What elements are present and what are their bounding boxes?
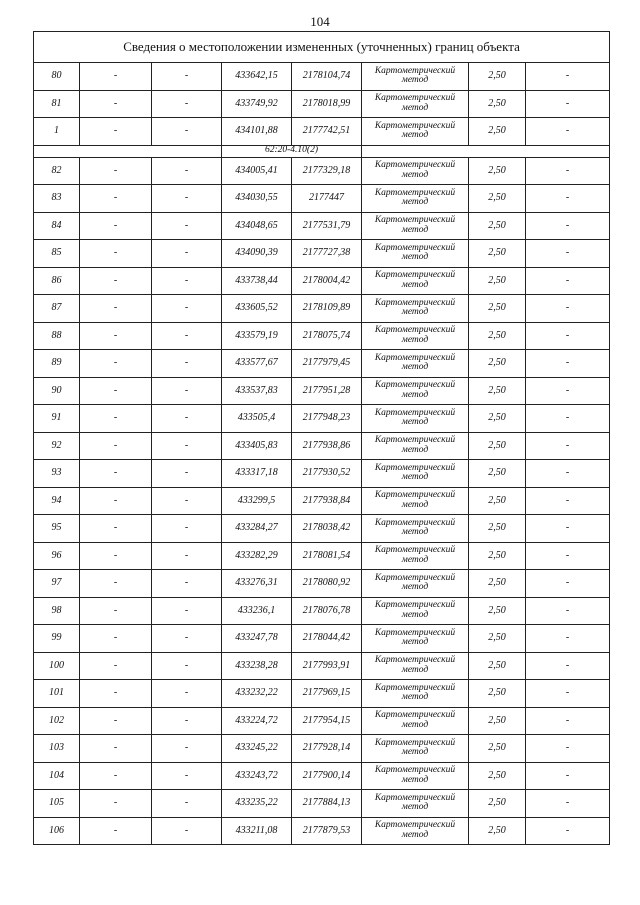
accuracy-cell: 2,50 [469, 652, 526, 680]
dash-cell: - [80, 212, 152, 240]
y-coordinate-cell: 2177329,18 [292, 157, 362, 185]
x-coordinate-cell: 434048,65 [222, 212, 292, 240]
dash-cell: - [152, 240, 222, 268]
table-row [34, 405, 610, 433]
dash-cell: - [80, 118, 152, 146]
table-row [34, 680, 610, 708]
note-cell: - [526, 680, 610, 708]
method-cell: Картометрический метод [362, 350, 469, 378]
accuracy-cell: 2,50 [469, 625, 526, 653]
table-row [34, 432, 610, 460]
dash-cell: - [80, 762, 152, 790]
x-coordinate-cell: 434030,55 [222, 185, 292, 213]
point-number-cell: 91 [34, 405, 80, 433]
table-row [34, 542, 610, 570]
dash-cell: - [152, 680, 222, 708]
table-row [34, 322, 610, 350]
y-coordinate-cell: 2177727,38 [292, 240, 362, 268]
dash-cell: - [80, 735, 152, 763]
table-row [34, 157, 610, 185]
x-coordinate-cell: 433749,92 [222, 90, 292, 118]
point-number-cell: 98 [34, 597, 80, 625]
section-empty-cell [34, 145, 222, 157]
method-cell: Картометрический метод [362, 240, 469, 268]
table-row [34, 240, 610, 268]
method-cell: Картометрический метод [362, 295, 469, 323]
dash-cell: - [80, 295, 152, 323]
table-row [34, 267, 610, 295]
dash-cell: - [152, 90, 222, 118]
point-number-cell: 89 [34, 350, 80, 378]
y-coordinate-cell: 2177531,79 [292, 212, 362, 240]
x-coordinate-cell: 433276,31 [222, 570, 292, 598]
dash-cell: - [80, 597, 152, 625]
accuracy-cell: 2,50 [469, 240, 526, 268]
dash-cell: - [152, 267, 222, 295]
x-coordinate-cell: 433605,52 [222, 295, 292, 323]
x-coordinate-cell: 433317,18 [222, 460, 292, 488]
accuracy-cell: 2,50 [469, 405, 526, 433]
table-row [34, 625, 610, 653]
table-row [34, 63, 610, 91]
dash-cell: - [80, 185, 152, 213]
method-cell: Картометрический метод [362, 267, 469, 295]
table-row [34, 817, 610, 845]
note-cell: - [526, 63, 610, 91]
method-cell: Картометрический метод [362, 597, 469, 625]
method-cell: Картометрический метод [362, 570, 469, 598]
dash-cell: - [152, 735, 222, 763]
dash-cell: - [80, 267, 152, 295]
x-coordinate-cell: 433738,44 [222, 267, 292, 295]
dash-cell: - [152, 597, 222, 625]
dash-cell: - [80, 790, 152, 818]
table-row [34, 597, 610, 625]
dash-cell: - [152, 350, 222, 378]
y-coordinate-cell: 2177969,15 [292, 680, 362, 708]
table-row [34, 350, 610, 378]
x-coordinate-cell: 433505,4 [222, 405, 292, 433]
method-cell: Картометрический метод [362, 735, 469, 763]
dash-cell: - [80, 487, 152, 515]
y-coordinate-cell: 2178018,99 [292, 90, 362, 118]
method-cell: Картометрический метод [362, 405, 469, 433]
dash-cell: - [152, 625, 222, 653]
table-row [34, 707, 610, 735]
accuracy-cell: 2,50 [469, 185, 526, 213]
y-coordinate-cell: 2178044,42 [292, 625, 362, 653]
section-empty-cell [362, 145, 610, 157]
section-label: 62:20-4.10(2) [222, 145, 362, 157]
point-number-cell: 84 [34, 212, 80, 240]
x-coordinate-cell: 433243,72 [222, 762, 292, 790]
y-coordinate-cell: 2177993,91 [292, 652, 362, 680]
x-coordinate-cell: 434005,41 [222, 157, 292, 185]
page-number: 104 [310, 14, 330, 29]
note-cell: - [526, 118, 610, 146]
y-coordinate-cell: 2178004,42 [292, 267, 362, 295]
table-row [34, 735, 610, 763]
dash-cell: - [152, 817, 222, 845]
accuracy-cell: 2,50 [469, 762, 526, 790]
x-coordinate-cell: 433224,72 [222, 707, 292, 735]
x-coordinate-cell: 433577,67 [222, 350, 292, 378]
table-row [34, 460, 610, 488]
method-cell: Картометрический метод [362, 817, 469, 845]
dash-cell: - [152, 322, 222, 350]
y-coordinate-cell: 2177979,45 [292, 350, 362, 378]
note-cell: - [526, 185, 610, 213]
accuracy-cell: 2,50 [469, 597, 526, 625]
accuracy-cell: 2,50 [469, 63, 526, 91]
x-coordinate-cell: 433579,19 [222, 322, 292, 350]
point-number-cell: 81 [34, 90, 80, 118]
y-coordinate-cell: 2177884,13 [292, 790, 362, 818]
y-coordinate-cell: 2177948,23 [292, 405, 362, 433]
table-row [34, 762, 610, 790]
table-row [34, 185, 610, 213]
y-coordinate-cell: 2177938,86 [292, 432, 362, 460]
accuracy-cell: 2,50 [469, 570, 526, 598]
note-cell: - [526, 817, 610, 845]
point-number-cell: 101 [34, 680, 80, 708]
method-cell: Картометрический метод [362, 90, 469, 118]
y-coordinate-cell: 2178080,92 [292, 570, 362, 598]
point-number-cell: 103 [34, 735, 80, 763]
point-number-cell: 80 [34, 63, 80, 91]
y-coordinate-cell: 2177879,53 [292, 817, 362, 845]
y-coordinate-cell: 2178075,74 [292, 322, 362, 350]
method-cell: Картометрический метод [362, 487, 469, 515]
point-number-cell: 96 [34, 542, 80, 570]
title-row [34, 32, 610, 63]
method-cell: Картометрический метод [362, 185, 469, 213]
y-coordinate-cell: 2178104,74 [292, 63, 362, 91]
point-number-cell: 95 [34, 515, 80, 543]
dash-cell: - [80, 652, 152, 680]
y-coordinate-cell: 2178076,78 [292, 597, 362, 625]
note-cell: - [526, 735, 610, 763]
method-cell: Картометрический метод [362, 157, 469, 185]
accuracy-cell: 2,50 [469, 295, 526, 323]
accuracy-cell: 2,50 [469, 267, 526, 295]
method-cell: Картометрический метод [362, 432, 469, 460]
table-row [34, 295, 610, 323]
dash-cell: - [80, 432, 152, 460]
method-cell: Картометрический метод [362, 707, 469, 735]
accuracy-cell: 2,50 [469, 432, 526, 460]
x-coordinate-cell: 433235,22 [222, 790, 292, 818]
accuracy-cell: 2,50 [469, 487, 526, 515]
accuracy-cell: 2,50 [469, 377, 526, 405]
table-row [34, 515, 610, 543]
note-cell: - [526, 295, 610, 323]
point-number-cell: 82 [34, 157, 80, 185]
x-coordinate-cell: 433284,27 [222, 515, 292, 543]
accuracy-cell: 2,50 [469, 680, 526, 708]
x-coordinate-cell: 433282,29 [222, 542, 292, 570]
x-coordinate-cell: 433238,28 [222, 652, 292, 680]
dash-cell: - [80, 817, 152, 845]
table-row [34, 118, 610, 146]
method-cell: Картометрический метод [362, 377, 469, 405]
dash-cell: - [152, 570, 222, 598]
accuracy-cell: 2,50 [469, 322, 526, 350]
dash-cell: - [152, 762, 222, 790]
y-coordinate-cell: 2177928,14 [292, 735, 362, 763]
dash-cell: - [152, 185, 222, 213]
point-number-cell: 85 [34, 240, 80, 268]
point-number-cell: 88 [34, 322, 80, 350]
note-cell: - [526, 377, 610, 405]
point-number-cell: 90 [34, 377, 80, 405]
note-cell: - [526, 597, 610, 625]
dash-cell: - [152, 118, 222, 146]
method-cell: Картометрический метод [362, 63, 469, 91]
x-coordinate-cell: 433211,08 [222, 817, 292, 845]
point-number-cell: 102 [34, 707, 80, 735]
method-cell: Картометрический метод [362, 680, 469, 708]
x-coordinate-cell: 433236,1 [222, 597, 292, 625]
y-coordinate-cell: 2177951,28 [292, 377, 362, 405]
dash-cell: - [80, 460, 152, 488]
point-number-cell: 99 [34, 625, 80, 653]
y-coordinate-cell: 2177930,52 [292, 460, 362, 488]
y-coordinate-cell: 2178038,42 [292, 515, 362, 543]
point-number-cell: 86 [34, 267, 80, 295]
accuracy-cell: 2,50 [469, 118, 526, 146]
section-row [34, 145, 610, 157]
method-cell: Картометрический метод [362, 652, 469, 680]
table-row [34, 212, 610, 240]
note-cell: - [526, 652, 610, 680]
accuracy-cell: 2,50 [469, 212, 526, 240]
dash-cell: - [80, 63, 152, 91]
y-coordinate-cell: 2178109,89 [292, 295, 362, 323]
point-number-cell: 100 [34, 652, 80, 680]
table-row [34, 487, 610, 515]
note-cell: - [526, 790, 610, 818]
y-coordinate-cell: 2177900,14 [292, 762, 362, 790]
table-row [34, 790, 610, 818]
method-cell: Картометрический метод [362, 212, 469, 240]
note-cell: - [526, 515, 610, 543]
y-coordinate-cell: 2177938,84 [292, 487, 362, 515]
dash-cell: - [152, 377, 222, 405]
note-cell: - [526, 157, 610, 185]
point-number-cell: 94 [34, 487, 80, 515]
dash-cell: - [152, 460, 222, 488]
method-cell: Картометрический метод [362, 790, 469, 818]
dash-cell: - [152, 63, 222, 91]
table-title: Сведения о местоположении измененных (уточненных) границ объекта [34, 32, 610, 63]
accuracy-cell: 2,50 [469, 350, 526, 378]
x-coordinate-cell: 433247,78 [222, 625, 292, 653]
method-cell: Картометрический метод [362, 322, 469, 350]
note-cell: - [526, 570, 610, 598]
dash-cell: - [152, 652, 222, 680]
dash-cell: - [80, 90, 152, 118]
dash-cell: - [80, 157, 152, 185]
dash-cell: - [152, 432, 222, 460]
point-number-cell: 106 [34, 817, 80, 845]
dash-cell: - [80, 377, 152, 405]
dash-cell: - [80, 515, 152, 543]
note-cell: - [526, 405, 610, 433]
method-cell: Картометрический метод [362, 460, 469, 488]
method-cell: Картометрический метод [362, 118, 469, 146]
x-coordinate-cell: 433537,83 [222, 377, 292, 405]
table-row [34, 90, 610, 118]
accuracy-cell: 2,50 [469, 790, 526, 818]
note-cell: - [526, 350, 610, 378]
x-coordinate-cell: 434090,39 [222, 240, 292, 268]
table-row [34, 570, 610, 598]
point-number-cell: 97 [34, 570, 80, 598]
dash-cell: - [80, 240, 152, 268]
accuracy-cell: 2,50 [469, 542, 526, 570]
dash-cell: - [80, 350, 152, 378]
table-row [34, 652, 610, 680]
dash-cell: - [80, 707, 152, 735]
point-number-cell: 1 [34, 118, 80, 146]
x-coordinate-cell: 433232,22 [222, 680, 292, 708]
dash-cell: - [152, 707, 222, 735]
x-coordinate-cell: 434101,88 [222, 118, 292, 146]
accuracy-cell: 2,50 [469, 515, 526, 543]
dash-cell: - [152, 542, 222, 570]
accuracy-cell: 2,50 [469, 460, 526, 488]
accuracy-cell: 2,50 [469, 817, 526, 845]
note-cell: - [526, 90, 610, 118]
note-cell: - [526, 625, 610, 653]
note-cell: - [526, 542, 610, 570]
table-body [34, 32, 610, 845]
table-row [34, 377, 610, 405]
dash-cell: - [80, 680, 152, 708]
point-number-cell: 93 [34, 460, 80, 488]
point-number-cell: 92 [34, 432, 80, 460]
dash-cell: - [152, 405, 222, 433]
note-cell: - [526, 487, 610, 515]
y-coordinate-cell: 2178081,54 [292, 542, 362, 570]
dash-cell: - [80, 542, 152, 570]
method-cell: Картометрический метод [362, 542, 469, 570]
note-cell: - [526, 212, 610, 240]
accuracy-cell: 2,50 [469, 90, 526, 118]
accuracy-cell: 2,50 [469, 735, 526, 763]
x-coordinate-cell: 433245,22 [222, 735, 292, 763]
x-coordinate-cell: 433642,15 [222, 63, 292, 91]
dash-cell: - [80, 625, 152, 653]
dash-cell: - [152, 515, 222, 543]
note-cell: - [526, 267, 610, 295]
note-cell: - [526, 762, 610, 790]
dash-cell: - [80, 570, 152, 598]
note-cell: - [526, 322, 610, 350]
y-coordinate-cell: 2177447 [292, 185, 362, 213]
note-cell: - [526, 432, 610, 460]
dash-cell: - [152, 487, 222, 515]
point-number-cell: 87 [34, 295, 80, 323]
method-cell: Картометрический метод [362, 762, 469, 790]
y-coordinate-cell: 2177954,15 [292, 707, 362, 735]
dash-cell: - [152, 157, 222, 185]
note-cell: - [526, 240, 610, 268]
note-cell: - [526, 460, 610, 488]
method-cell: Картометрический метод [362, 515, 469, 543]
dash-cell: - [152, 212, 222, 240]
point-number-cell: 105 [34, 790, 80, 818]
accuracy-cell: 2,50 [469, 707, 526, 735]
method-cell: Картометрический метод [362, 625, 469, 653]
point-number-cell: 104 [34, 762, 80, 790]
y-coordinate-cell: 2177742,51 [292, 118, 362, 146]
x-coordinate-cell: 433299,5 [222, 487, 292, 515]
x-coordinate-cell: 433405,83 [222, 432, 292, 460]
dash-cell: - [152, 790, 222, 818]
dash-cell: - [152, 295, 222, 323]
boundary-coordinates-table [33, 31, 610, 845]
dash-cell: - [80, 322, 152, 350]
accuracy-cell: 2,50 [469, 157, 526, 185]
dash-cell: - [80, 405, 152, 433]
point-number-cell: 83 [34, 185, 80, 213]
note-cell: - [526, 707, 610, 735]
